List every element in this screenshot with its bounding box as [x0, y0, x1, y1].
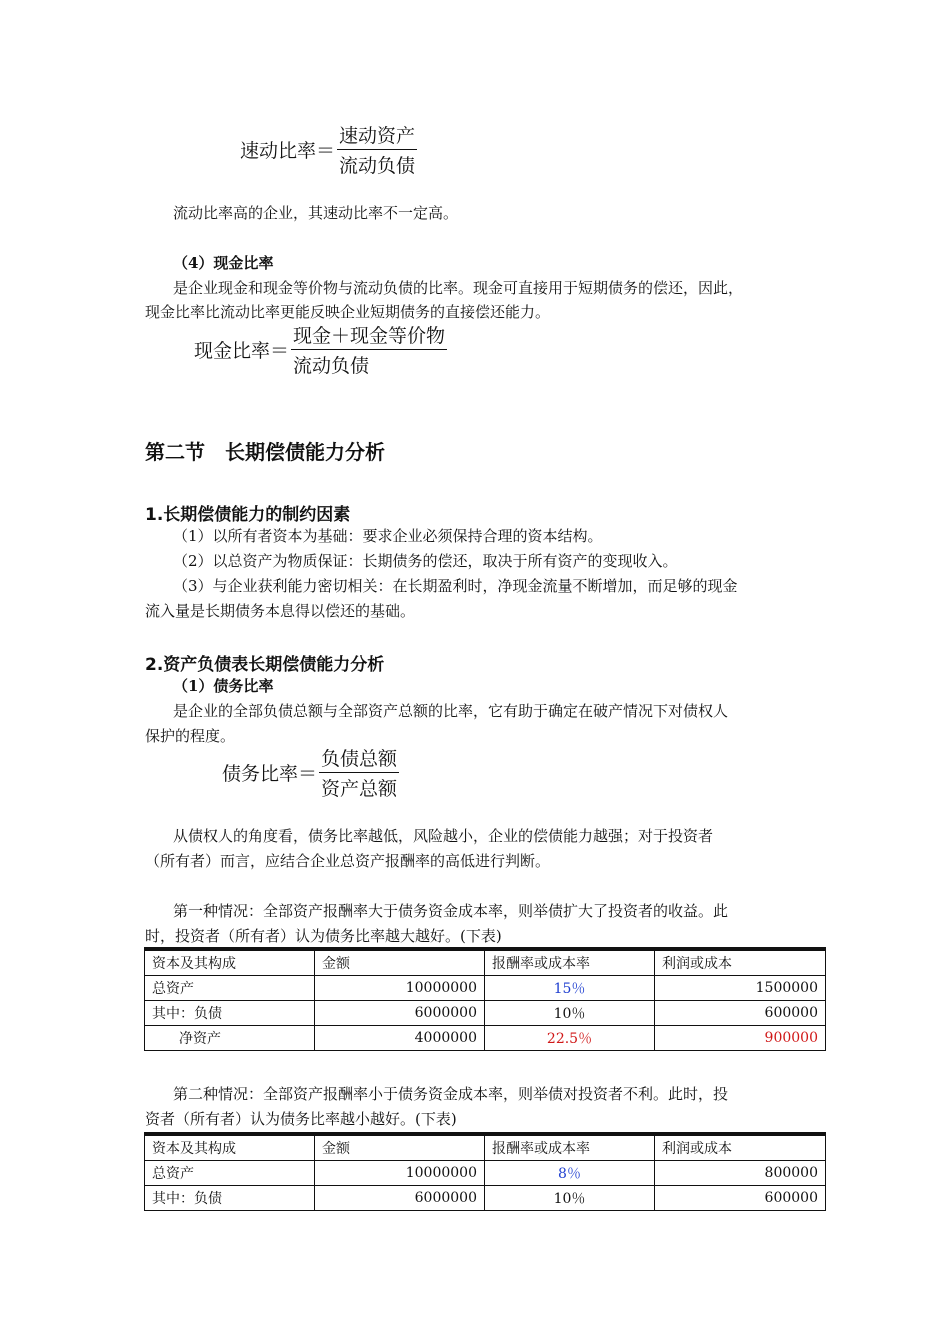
table-header-cell: 利润或成本: [655, 1134, 826, 1161]
table-cell: 800000: [655, 1161, 826, 1186]
factor-3-line2: 流入量是长期债务本息得以偿还的基础。: [145, 602, 416, 620]
formula-lhs: 速动比率＝: [240, 140, 336, 162]
factor-1: （1）以所有者资本为基础：要求企业必须保持合理的资本结构。: [173, 527, 603, 545]
table-row: [145, 1161, 826, 1186]
table-header-cell: 报酬率或成本率: [485, 949, 655, 976]
formula-denominator: 资产总额: [321, 778, 398, 800]
table-row: [145, 1186, 826, 1211]
formula-fraction: [291, 321, 447, 378]
table-cell: 总资产: [145, 1161, 315, 1186]
table-header-row: [145, 1134, 826, 1161]
table-row: [145, 1026, 826, 1051]
formula-lhs: 现金比率＝: [194, 340, 290, 362]
formula-numerator: 负债总额: [319, 744, 399, 773]
table-cell: 6000000: [315, 1186, 485, 1211]
table-row: [145, 976, 826, 1001]
quick-ratio-note: 流动比率高的企业，其速动比率不一定高。: [173, 204, 459, 222]
table-row: [145, 1001, 826, 1026]
table-cell-highlight: 900000: [655, 1026, 826, 1051]
case2-line2: 资者（所有者）认为债务比率越小越好。(下表): [145, 1110, 457, 1128]
formula-denominator: 流动负债: [293, 355, 370, 377]
table-cell-highlight: 15％: [485, 976, 655, 1001]
table-cell: 1500000: [655, 976, 826, 1001]
table-cell: 10％: [485, 1186, 655, 1211]
debt-ratio-formula: [222, 744, 399, 801]
debt-ratio-text-line2: 保护的程度。: [145, 727, 236, 745]
table-cell: 净资产: [145, 1026, 315, 1051]
formula-fraction: [319, 744, 399, 801]
table-cell: 其中：负债: [145, 1001, 315, 1026]
debt-ratio-text-line1: 是企业的全部负债总额与全部资产总额的比率，它有助于确定在破产情况下对债权人: [173, 702, 729, 720]
creditor-view-line1: 从债权人的角度看，债务比率越低，风险越小，企业的偿债能力越强；对于投资者: [173, 827, 714, 845]
table-cell: 6000000: [315, 1001, 485, 1026]
table-header-cell: 金额: [315, 949, 485, 976]
table-cell-highlight: 22.5％: [485, 1026, 655, 1051]
table-cell: 10000000: [315, 1161, 485, 1186]
table-cell: 总资产: [145, 976, 315, 1001]
case2-table: [144, 1132, 826, 1211]
table-header-cell: 资本及其构成: [145, 949, 315, 976]
cash-ratio-heading: （4）现金比率: [173, 254, 274, 272]
formula-denominator: 流动负债: [339, 155, 416, 177]
table-header-cell: 利润或成本: [655, 949, 826, 976]
debt-ratio-heading: （1）债务比率: [173, 677, 274, 695]
table-header-cell: 资本及其构成: [145, 1134, 315, 1161]
quick-ratio-formula: [240, 121, 417, 178]
case1-line1: 第一种情况：全部资产报酬率大于债务资金成本率，则举债扩大了投资者的收益。此: [173, 902, 729, 920]
table-cell: 600000: [655, 1186, 826, 1211]
table-cell-highlight: 8％: [485, 1161, 655, 1186]
factor-2: （2）以总资产为物质保证：长期债务的偿还，取决于所有资产的变现收入。: [173, 552, 678, 570]
cash-ratio-formula: [194, 321, 447, 378]
factor-3-line1: （3）与企业获利能力密切相关：在长期盈利时，净现金流量不断增加，而足够的现金: [173, 577, 738, 595]
creditor-view-line2: （所有者）而言，应结合企业总资产报酬率的高低进行判断。: [145, 852, 551, 870]
section-title: 第二节 长期偿债能力分析: [145, 440, 385, 464]
table-cell: 10％: [485, 1001, 655, 1026]
table-cell: 600000: [655, 1001, 826, 1026]
case1-line2: 时，投资者（所有者）认为债务比率越大越好。(下表): [145, 927, 502, 945]
formula-fraction: [337, 121, 417, 178]
balance-sheet-heading: 2.资产负债表长期偿债能力分析: [145, 655, 385, 675]
formula-lhs: 债务比率＝: [222, 763, 318, 785]
table-cell: 4000000: [315, 1026, 485, 1051]
cash-ratio-text-line2: 现金比率比流动比率更能反映企业短期债务的直接偿还能力。: [145, 303, 551, 321]
formula-numerator: 现金＋现金等价物: [291, 321, 447, 350]
table-header-cell: 报酬率或成本率: [485, 1134, 655, 1161]
table-header-cell: 金额: [315, 1134, 485, 1161]
table-cell: 其中：负债: [145, 1186, 315, 1211]
cash-ratio-text-line1: 是企业现金和现金等价物与流动负债的比率。现金可直接用于短期债务的偿还，因此，: [173, 279, 744, 297]
factors-heading: 1.长期偿债能力的制约因素: [145, 505, 351, 525]
table-cell: 10000000: [315, 976, 485, 1001]
case1-table: [144, 947, 826, 1051]
table-header-row: [145, 949, 826, 976]
case2-line1: 第二种情况：全部资产报酬率小于债务资金成本率，则举债对投资者不利。此时，投: [173, 1085, 729, 1103]
formula-numerator: 速动资产: [337, 121, 417, 150]
